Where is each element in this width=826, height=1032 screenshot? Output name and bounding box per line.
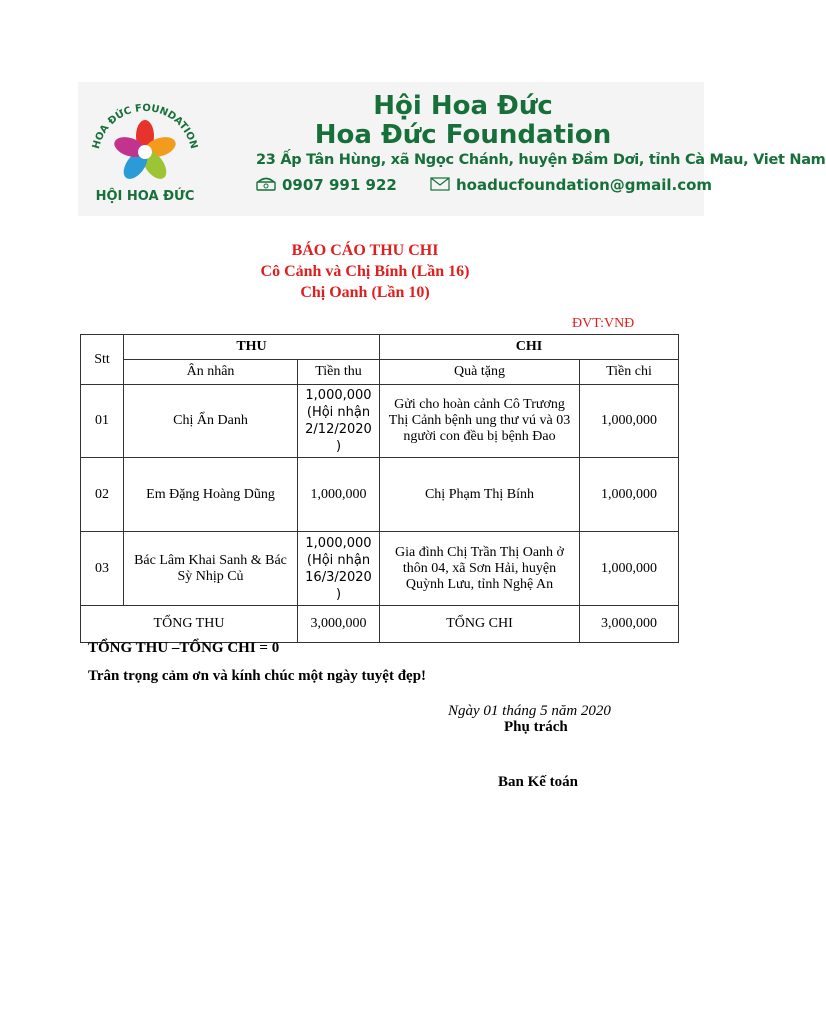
row-stt: 02 (81, 458, 124, 532)
row-gift: Chị Phạm Thị Bính (380, 458, 580, 532)
org-title-block (228, 92, 698, 150)
table-row (81, 385, 679, 458)
report-title: BÁO CÁO THU CHI (291, 242, 439, 259)
org-name-en: Hoa Đức Foundation (314, 120, 612, 150)
org-email (430, 176, 712, 195)
total-chi-value: 3,000,000 (580, 606, 679, 643)
org-phone (256, 176, 397, 195)
foundation-logo (84, 88, 206, 210)
table-row (81, 532, 679, 606)
row-stt: 03 (81, 532, 124, 606)
thu-header: THU (124, 335, 380, 360)
gift-column-header: Quà tặng (380, 360, 580, 385)
row-stt: 01 (81, 385, 124, 458)
balance-summary: TỔNG THU –TỔNG CHI = 0 (88, 640, 280, 656)
row-expense: 1,000,000 (580, 385, 679, 458)
mail-icon (430, 177, 450, 195)
row-income: 1,000,000 (Hội nhận 2/12/2020 ) (298, 385, 380, 458)
logo-bottom-text: HỘI HOA ĐỨC (95, 189, 195, 204)
currency-unit: ĐVT:VNĐ (572, 316, 635, 331)
table-row (81, 458, 679, 532)
row-donor: Chị Ẩn Danh (124, 385, 298, 458)
row-income: 1,000,000 (298, 458, 380, 532)
report-date: Ngày 01 tháng 5 năm 2020 (448, 703, 611, 719)
department-signature: Ban Kế toán (498, 774, 579, 790)
expense-column-header: Tiền chi (580, 360, 679, 385)
thanks-note: Trân trọng cảm ơn và kính chúc một ngày tuyệt đẹp! (88, 668, 427, 684)
income-column-header: Tiền thu (298, 360, 380, 385)
report-subtitle-1: Cô Cảnh và Chị Bính (Lần 16) (260, 263, 470, 280)
total-thu-value: 3,000,000 (298, 606, 380, 643)
row-income: 1,000,000 (Hội nhận 16/3/2020 ) (298, 532, 380, 606)
responsible-label: Phụ trách (504, 719, 568, 735)
income-expense-table (80, 334, 679, 643)
row-donor: Bác Lâm Khai Sanh & Bác Sỳ Nhịp Củ (124, 532, 298, 606)
chi-header: CHI (380, 335, 679, 360)
logo-arc-text: HOA ĐỨC FOUNDATION (90, 102, 200, 151)
email-address: hoaducfoundation@gmail.com (456, 176, 713, 194)
row-expense: 1,000,000 (580, 458, 679, 532)
stt-header: Stt (81, 335, 124, 385)
report-title-block (0, 240, 730, 303)
org-name-vi: Hội Hoa Đức (373, 91, 553, 121)
total-chi-label: TỔNG CHI (380, 606, 580, 643)
total-row (81, 606, 679, 643)
phone-icon (256, 177, 276, 195)
report-subtitle-2: Chị Oanh (Lần 10) (300, 284, 430, 301)
row-gift: Gia đình Chị Trần Thị Oanh ở thôn 04, xã Sơn Hải, huyện Quỳnh Lưu, tỉnh Nghệ An (380, 532, 580, 606)
phone-number: 0907 991 922 (282, 176, 397, 194)
org-address: 23 Ấp Tân Hùng, xã Ngọc Chánh, huyện Đầm Dơi, tỉnh Cà Mau, Viet Nam (256, 152, 826, 168)
letterhead (78, 82, 826, 216)
row-expense: 1,000,000 (580, 532, 679, 606)
row-donor: Em Đặng Hoàng Dũng (124, 458, 298, 532)
total-thu-label: TỔNG THU (81, 606, 298, 643)
donor-column-header: Ân nhân (124, 360, 298, 385)
row-gift: Gửi cho hoàn cảnh Cô Trương Thị Cảnh bệnh ung thư vú và 03 người con đều bị bệnh Đao (380, 385, 580, 458)
